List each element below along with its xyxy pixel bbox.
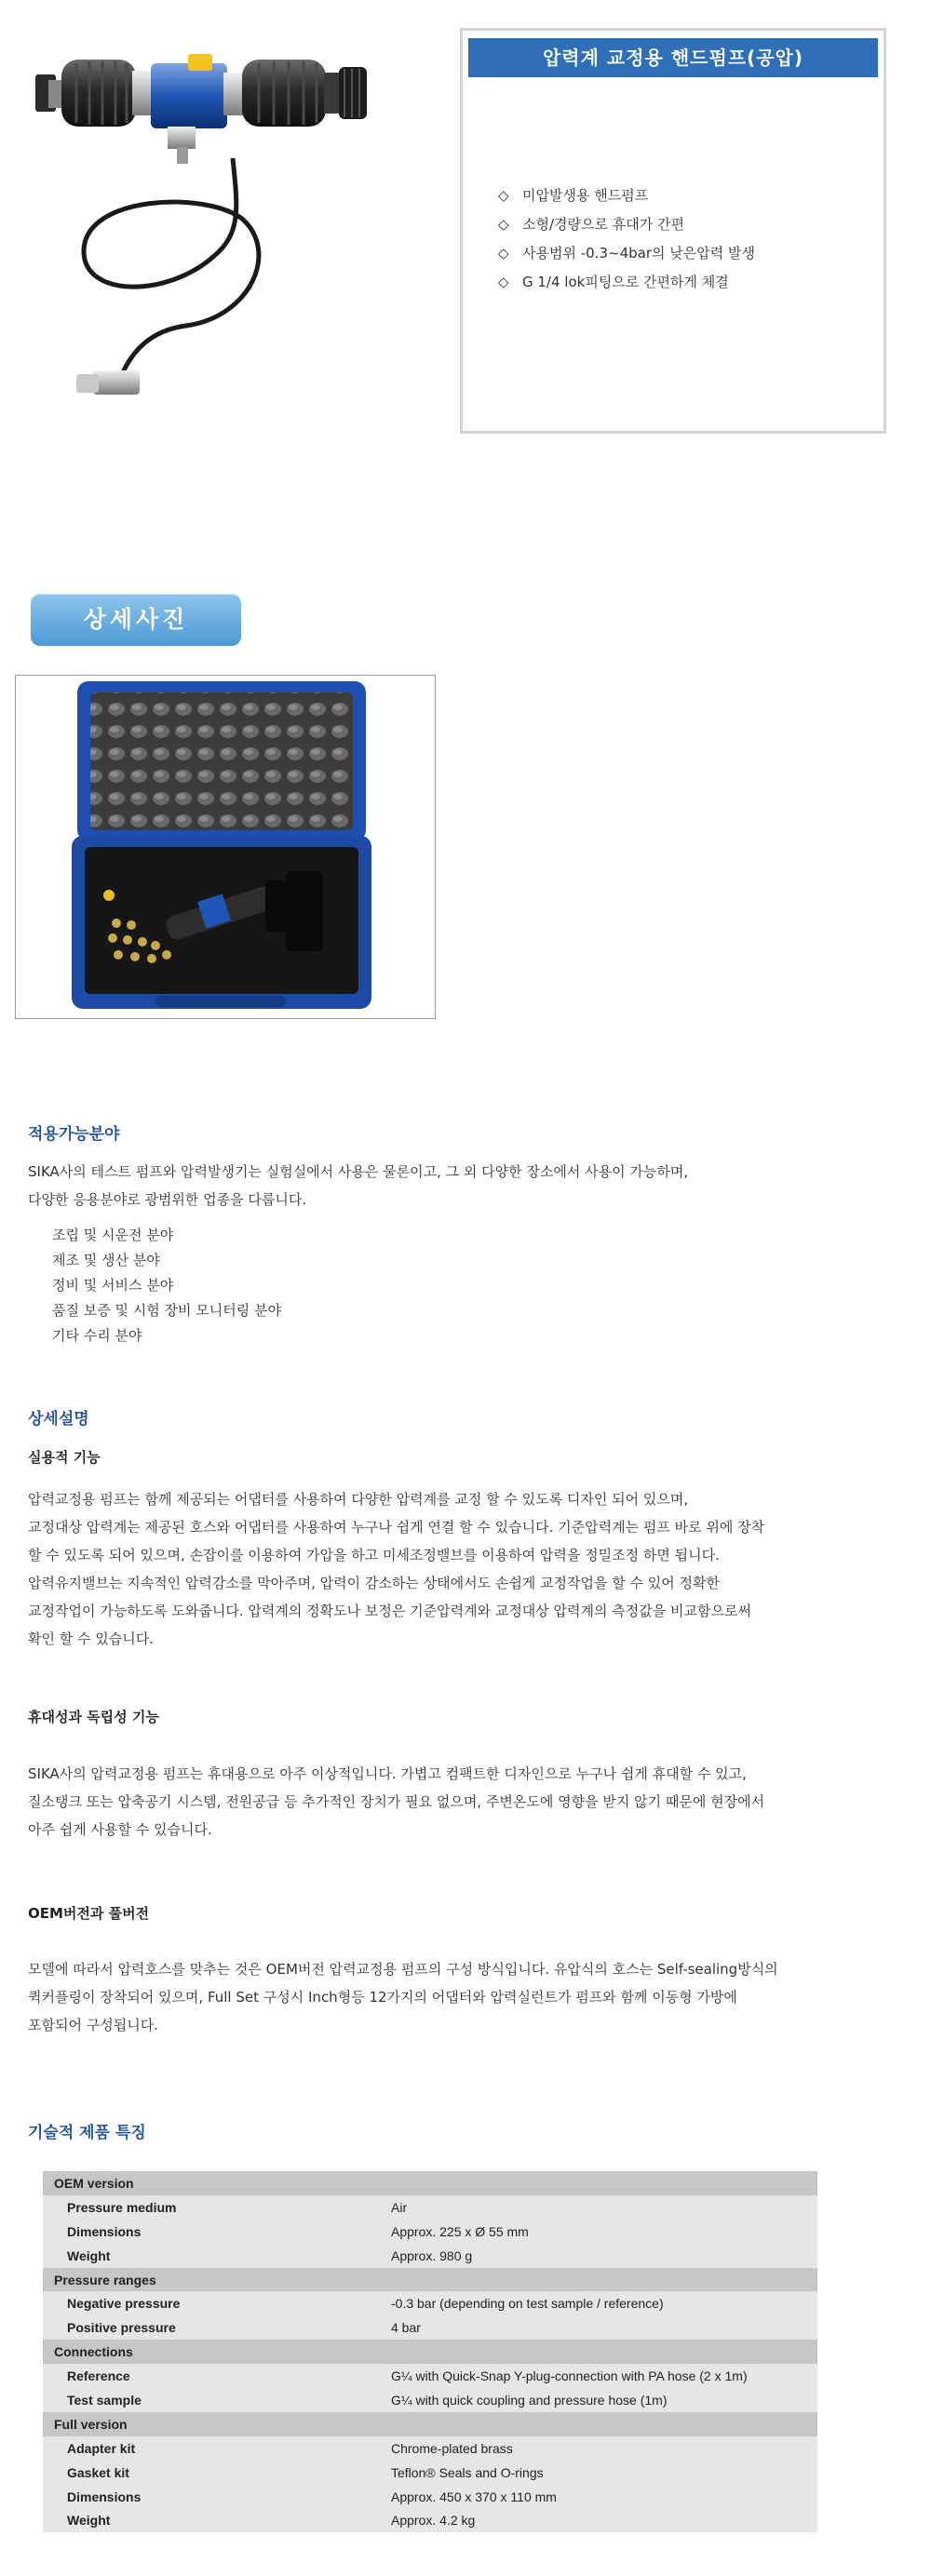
feature-item: ◇ 소형/경량으로 휴대가 간편: [498, 210, 755, 239]
product-summary-box: [460, 28, 886, 434]
oem-full-text: 모델에 따라서 압력호스를 맞추는 것은 OEM버전 압력교정용 펌프의 구성 방식입니다. 유압식의 호스는 Self-sealing방식의 퀵커플링이 장착되어 있으며, Full Set 구성시 Inch형등 12가지의 어댑터와 압력실런트가 펌프와 함께 이동형 가방에 포함되어 구성됩니다.: [28, 1961, 778, 2033]
oem-full-title: OEM버전과 풀버전: [28, 1905, 150, 1922]
table-row: Weight Approx. 4.2 kg: [43, 2508, 817, 2532]
practical-function-title: 실용적 기능: [28, 1449, 101, 1466]
product-title: 압력계 교정용 핸드펌프(공압): [468, 38, 878, 77]
list-item: 제조 및 생산 분야: [52, 1252, 160, 1268]
list-item: 품질 보증 및 시험 장비 모니터링 분야: [52, 1302, 281, 1319]
spec-table: [43, 2171, 817, 2532]
table-row: Dimensions Approx. 225 x Ø 55 mm: [43, 2220, 817, 2244]
table-row: Adapter kit Chrome-plated brass: [43, 2436, 817, 2461]
table-row: Weight Approx. 980 g: [43, 2244, 817, 2268]
table-group-row: Connections: [43, 2340, 817, 2364]
feature-list: [498, 181, 755, 297]
portability-text: SIKA사의 압력교정용 펌프는 휴대용으로 아주 이상적입니다. 가볍고 컴팩트한 디자인으로 누구나 쉽게 휴대할 수 있고, 질소탱크 또는 압축공기 시스템, 전원공급 등 추가적인 장치가 필요 없으며, 주변온도에 영향을 받지 않기 때문에 현장에서 아주 쉽게 사용할 수 있습니다.: [28, 1765, 765, 1838]
details-heading: 상세설명: [28, 1410, 89, 1429]
hand-pump-photo: [28, 19, 419, 409]
feature-item: ◇ 미압발생용 핸드펌프: [498, 181, 755, 210]
carry-case-photo: [15, 675, 436, 1019]
table-group-row: Pressure ranges: [43, 2268, 817, 2292]
table-row: Negative pressure -0.3 bar (depending on test sample / reference): [43, 2291, 817, 2315]
table-group-row: OEM version: [43, 2171, 817, 2195]
applications-heading: 적용가능분야: [28, 1125, 120, 1144]
tech-heading: 기술적 제품 특징: [28, 2124, 146, 2142]
feature-item: ◇ 사용범위 -0.3~4bar의 낮은압력 발생: [498, 239, 755, 268]
applications-intro: SIKA사의 테스트 펌프와 압력발생기는 실험실에서 사용은 물론이고, 그 외 다양한 장소에서 사용이 가능하며, 다양한 응용분야로 광범위한 업종을 다룹니다.: [28, 1163, 689, 1208]
diamond-bullet-icon: ◇: [498, 216, 509, 233]
diamond-bullet-icon: ◇: [498, 187, 509, 204]
diamond-bullet-icon: ◇: [498, 274, 509, 290]
practical-function-text: 압력교정용 펌프는 함께 제공되는 어댑터를 사용하여 다양한 압력계를 교정 할 수 있도록 디자인 되어 있으며, 교정대상 압력계는 제공된 호스와 어댑터를 사용하여 누구나 쉽게 연결 할 수 있습니다. 기준압력계는 펌프 바로 위에 장착 할 수 있도록 되어 있으며, 손잡이를 이용하여 가압을 하고 미세조정밸브를 이용하여 압력을 정밀조정 하면 됩니다. 압력유지밸브는 지속적인 압력감소를 막아주며, 압력이 감소하는 상태에서도 손쉽게 교정작업을 할 수 있어 정확한 교정작업이 가능하도록 도와줍니다. 압력계의 정확도나 보정은 기준압력계와 교정대상 압력계의 측정값을 비교함으로써 확인 할 수 있습니다.: [28, 1491, 765, 1647]
portability-title: 휴대성과 독립성 기능: [28, 1709, 159, 1725]
diamond-bullet-icon: ◇: [498, 245, 509, 262]
list-item: 기타 수리 분야: [52, 1327, 142, 1344]
table-row: Positive pressure 4 bar: [43, 2315, 817, 2340]
table-row: Reference G¼ with Quick-Snap Y-plug-connection with PA hose (2 x 1m): [43, 2364, 817, 2388]
table-row: Dimensions Approx. 450 x 370 x 110 mm: [43, 2485, 817, 2509]
table-row: Gasket kit Teflon® Seals and O-rings: [43, 2461, 817, 2485]
list-item: 정비 및 서비스 분야: [52, 1277, 174, 1294]
feature-item: ◇ G 1/4 lok피팅으로 간편하게 체결: [498, 268, 755, 297]
applications-list: [52, 1223, 281, 1348]
detail-photo-badge: 상세사진: [31, 594, 241, 646]
table-row: Test sample G¼ with quick coupling and pressure hose (1m): [43, 2388, 817, 2412]
list-item: 조립 및 시운전 분야: [52, 1227, 174, 1243]
table-row: Pressure medium Air: [43, 2195, 817, 2220]
table-group-row: Full version: [43, 2412, 817, 2436]
